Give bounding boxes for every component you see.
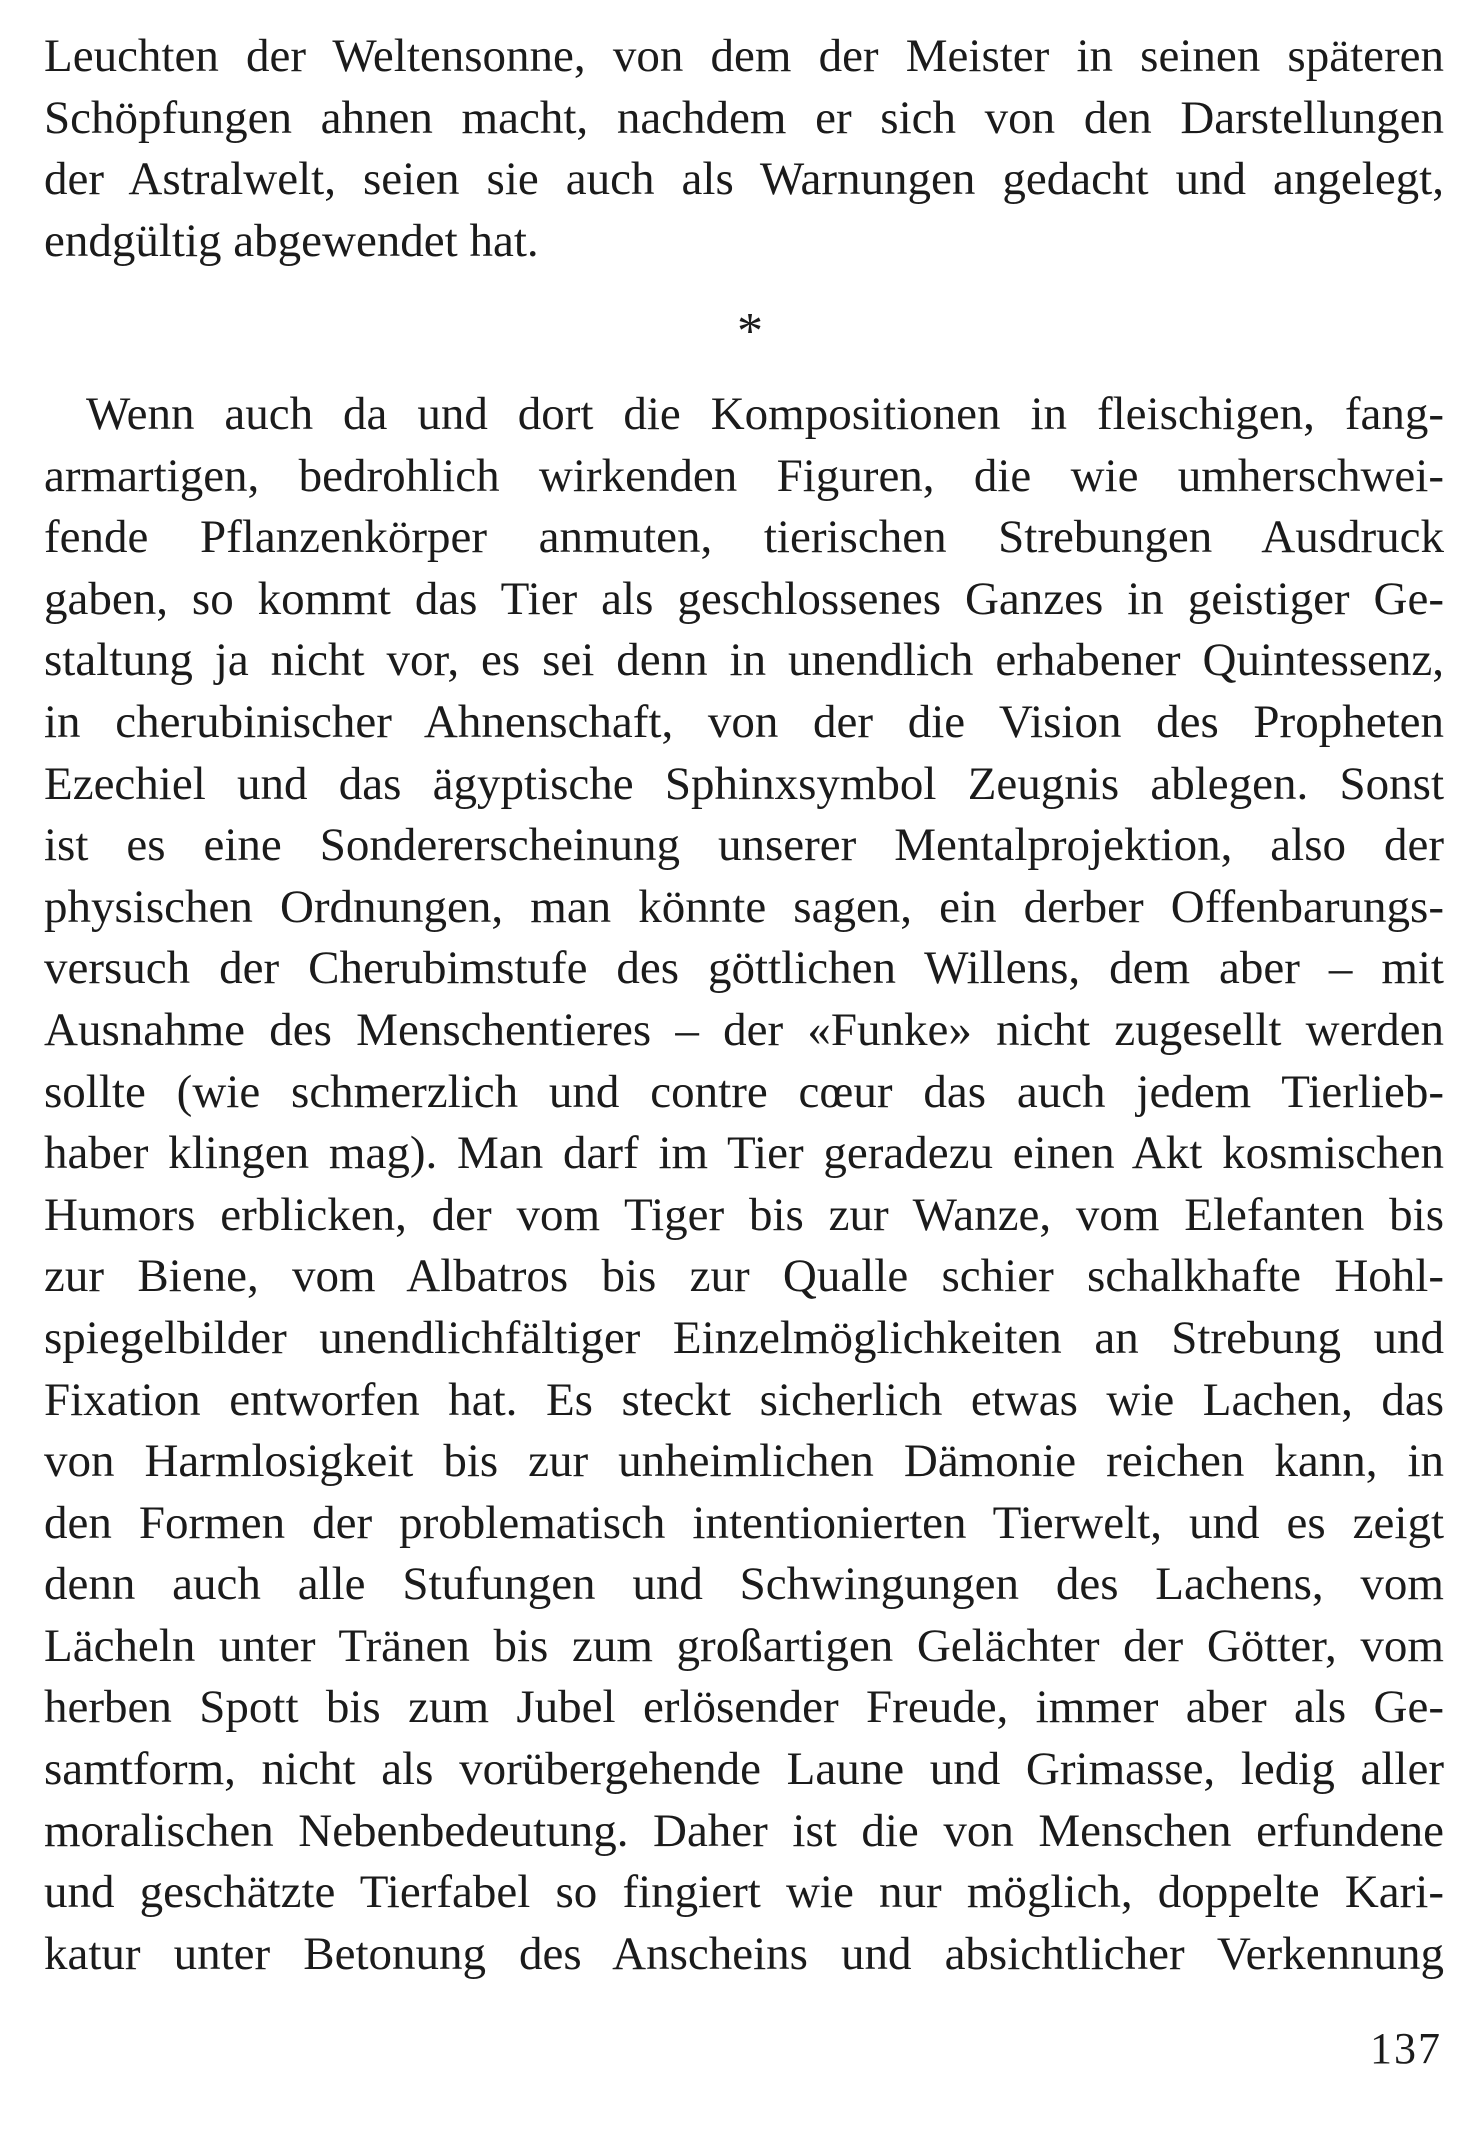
text-line: Fixation entworfen hat. Es steckt sicherlich etwas wie Lachen, das (44, 1373, 1444, 1426)
text-line: gaben, so kommt das Tier als geschlossenes Ganzes in geistiger Ge- (44, 572, 1444, 625)
text-line: moralischen Nebenbedeutung. Daher ist die von Menschen erfundene (44, 1804, 1444, 1857)
text-line: fende Pflanzenkörper anmuten, tierischen Strebungen Ausdruck (44, 511, 1444, 564)
text-line: herben Spott bis zum Jubel erlösender Freude, immer aber als Ge- (44, 1681, 1444, 1734)
text-line: haber klingen mag). Man darf im Tier geradezu einen Akt kosmischen (44, 1127, 1444, 1180)
text-line: und geschätzte Tierfabel so fingiert wie nur möglich, doppelte Kari- (44, 1866, 1444, 1919)
text-line: Schöpfungen ahnen macht, nachdem er sich von den Darstellungen (44, 91, 1444, 144)
paragraph-continued (44, 26, 1444, 272)
text-line: versuch der Cherubimstufe des göttlichen Willens, dem aber – mit (44, 942, 1444, 995)
text-line: Ausnahme des Menschentieres – der «Funke» nicht zugesellt werden (44, 1003, 1444, 1056)
text-line: denn auch alle Stufungen und Schwingungen des Lachens, vom (44, 1558, 1444, 1611)
text-line: Ezechiel und das ägyptische Sphinxsymbol Zeugnis ablegen. Sonst (44, 757, 1444, 810)
text-line: der Astralwelt, seien sie auch als Warnungen gedacht und angelegt, (44, 153, 1444, 206)
text-line: armartigen, bedrohlich wirkenden Figuren, die wie umherschwei- (44, 449, 1444, 502)
text-line: in cherubinischer Ahnenschaft, von der die Vision des Propheten (44, 695, 1444, 748)
text-line: von Harmlosigkeit bis zur unheimlichen Dämonie reichen kann, in (44, 1435, 1444, 1488)
text-line: den Formen der problematisch intentionierten Tierwelt, und es zeigt (44, 1496, 1444, 1549)
text-line: Humors erblicken, der vom Tiger bis zur Wanze, vom Elefanten bis (44, 1188, 1444, 1241)
text-line: Lächeln unter Tränen bis zum großartigen Gelächter der Götter, vom (44, 1619, 1444, 1672)
text-line: katur unter Betonung des Anscheins und absichtlicher Verkennung (44, 1927, 1444, 1980)
text-line: spiegelbilder unendlichfältiger Einzelmöglichkeiten an Strebung und (44, 1311, 1444, 1364)
text-line: endgültig abgewendet hat. (44, 214, 539, 267)
text-line: samtform, nicht als vorübergehende Laune und Grimasse, ledig aller (44, 1743, 1444, 1796)
text-line: Wenn auch da und dort die Kompositionen in fleischigen, fang- (86, 388, 1444, 440)
text-line: Leuchten der Weltensonne, von dem der Meister in seinen späteren (44, 30, 1444, 82)
text-line: physischen Ordnungen, man könnte sagen, ein derber Offenbarungs- (44, 880, 1444, 933)
paragraph-main (44, 384, 1444, 1985)
text-line: zur Biene, vom Albatros bis zur Qualle schier schalkhafte Hohl- (44, 1250, 1444, 1303)
text-line: staltung ja nicht vor, es sei denn in unendlich erhabener Quintessenz, (44, 634, 1444, 687)
text-line: ist es eine Sondererscheinung unserer Mentalprojektion, also der (44, 819, 1444, 872)
page-number: 137 (1370, 2024, 1442, 2073)
text-line: sollte (wie schmerzlich und contre cœur das auch jedem Tierlieb- (44, 1065, 1444, 1118)
section-separator-asterisk: * (737, 303, 763, 360)
